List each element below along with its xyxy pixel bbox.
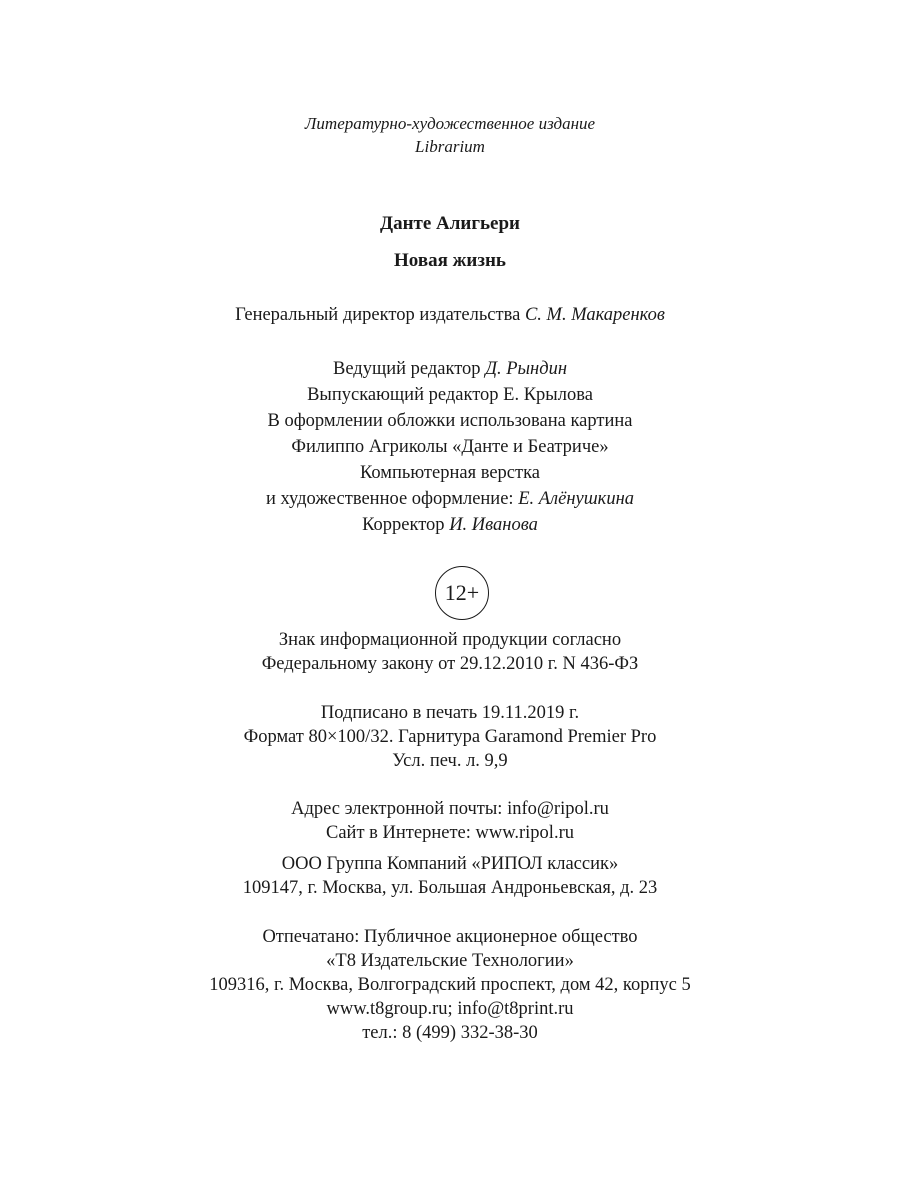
- lead-editor-line: [0, 357, 900, 381]
- layout-line: Компьютерная верстка: [359, 463, 541, 483]
- printer-address: 109316, г. Москва, Волгоградский проспект, дом 42, корпус 5: [209, 975, 691, 995]
- signed-to-print: Подписано в печать 19.11.2019 г.: [320, 703, 580, 723]
- print-sheets: Усл. печ. л. 9,9: [392, 751, 508, 771]
- cover-painting-line: Филиппо Агриколы «Данте и Беатриче»: [291, 437, 609, 457]
- book-author: Данте Алигьери: [380, 213, 520, 234]
- publisher-address: 109147, г. Москва, ул. Большая Андроньевская, д. 23: [242, 878, 658, 898]
- printer-line: Отпечатано: Публичное акционерное общество: [262, 927, 638, 947]
- issuing-editor-line: Выпускающий редактор Е. Крылова: [307, 385, 593, 405]
- publisher-name: ООО Группа Компаний «РИПОЛ классик»: [281, 854, 619, 874]
- age-rating-note-1: Знак информационной продукции согласно: [278, 630, 622, 650]
- print-format: Формат 80×100/32. Гарнитура Garamond Premier Pro: [243, 727, 657, 747]
- lead-editor-role: Ведущий редактор: [332, 359, 481, 379]
- contact-email: Адрес электронной почты: info@ripol.ru: [291, 799, 609, 819]
- cover-line: В оформлении обложки использована картина: [267, 411, 633, 431]
- printer-web: www.t8group.ru; info@t8print.ru: [326, 999, 574, 1019]
- series-name: Librarium: [415, 137, 485, 156]
- design-name: Е. Алёнушкина: [518, 489, 635, 509]
- age-rating-badge: [435, 566, 489, 620]
- printer-phone: тел.: 8 (499) 332-38-30: [362, 1023, 538, 1043]
- director-name: С. М. Макаренков: [524, 305, 665, 325]
- series-line: Литературно-художественное издание: [304, 114, 596, 133]
- age-rating-text: 12+: [444, 580, 480, 605]
- director-role: Генеральный директор издательства: [235, 305, 521, 325]
- proofreader-name: И. Иванова: [449, 515, 538, 535]
- director-line: [0, 303, 900, 327]
- printer-name: «Т8 Издательские Технологии»: [326, 951, 574, 971]
- lead-editor-name: Д. Рындин: [485, 359, 568, 379]
- age-rating-note-2: Федеральному закону от 29.12.2010 г. N 436-ФЗ: [261, 654, 639, 674]
- book-title: Новая жизнь: [394, 250, 506, 271]
- design-role: и художественное оформление:: [265, 489, 514, 509]
- proofreader-role: Корректор: [362, 515, 445, 535]
- proofreader-line: [0, 513, 900, 537]
- contact-site: Сайт в Интернете: www.ripol.ru: [326, 823, 574, 843]
- design-line: [0, 487, 900, 511]
